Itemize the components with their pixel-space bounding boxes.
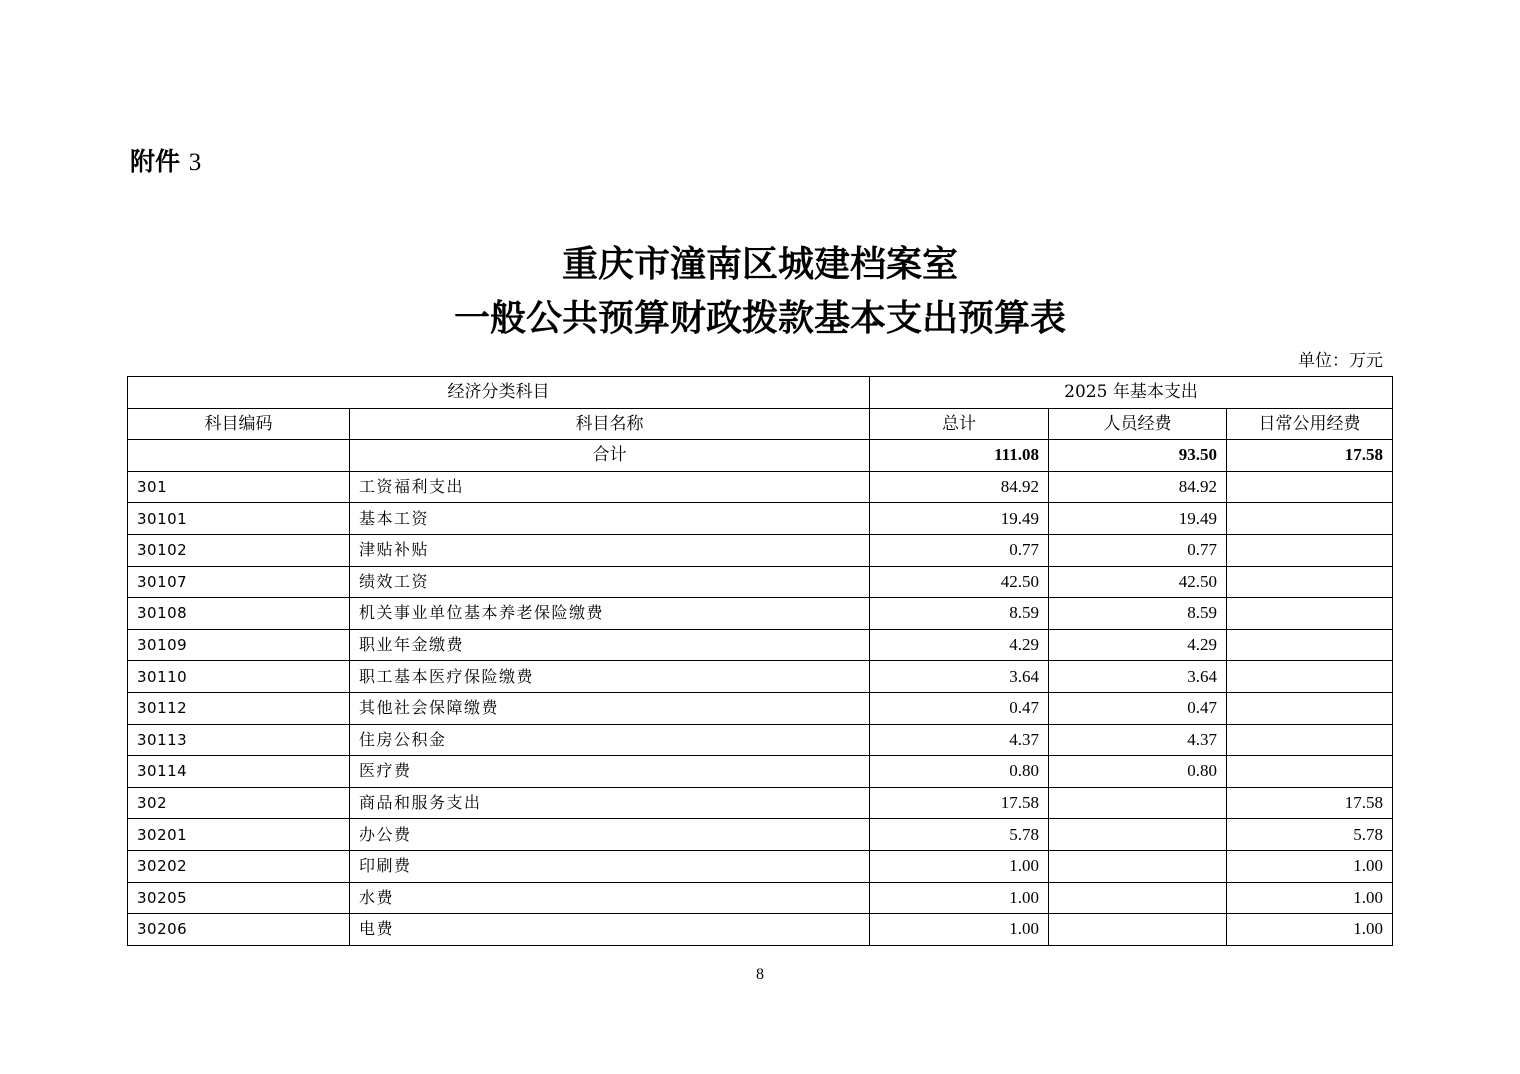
- row-name: 水费: [350, 882, 870, 914]
- table-row: [128, 629, 1393, 661]
- table-row: [128, 471, 1393, 503]
- row-personnel: 42.50: [1049, 566, 1227, 598]
- attachment-text: 附件: [130, 147, 181, 176]
- row-code: 30201: [128, 819, 350, 851]
- col-header-total: 总计: [870, 408, 1049, 440]
- table-row: [128, 819, 1393, 851]
- row-public: [1227, 566, 1393, 598]
- row-total: 1.00: [870, 882, 1049, 914]
- row-personnel: [1049, 914, 1227, 946]
- row-total: 0.80: [870, 756, 1049, 788]
- row-code: 302: [128, 787, 350, 819]
- row-code: 30112: [128, 692, 350, 724]
- row-name: 办公费: [350, 819, 870, 851]
- row-code: 30109: [128, 629, 350, 661]
- row-code: 301: [128, 471, 350, 503]
- row-personnel: 84.92: [1049, 471, 1227, 503]
- row-public: [1227, 756, 1393, 788]
- row-public: 1.00: [1227, 914, 1393, 946]
- table-row: [128, 882, 1393, 914]
- row-name: 基本工资: [350, 503, 870, 535]
- row-personnel: 0.77: [1049, 534, 1227, 566]
- row-code: 30108: [128, 598, 350, 630]
- row-personnel: [1049, 850, 1227, 882]
- total-row-total: 111.08: [870, 440, 1049, 472]
- col-header-public: 日常公用经费: [1227, 408, 1393, 440]
- row-personnel: 3.64: [1049, 661, 1227, 693]
- page-title-line1: 重庆市潼南区城建档案室: [561, 243, 958, 285]
- row-total: 0.77: [870, 534, 1049, 566]
- table-row: [128, 598, 1393, 630]
- table-row: [128, 787, 1393, 819]
- table-total-row: [128, 440, 1393, 472]
- group-header-basic-expenditure: 2025 年基本支出: [870, 377, 1393, 409]
- row-code: 30205: [128, 882, 350, 914]
- row-code: 30113: [128, 724, 350, 756]
- table-row: [128, 534, 1393, 566]
- row-total: 1.00: [870, 850, 1049, 882]
- row-public: 17.58: [1227, 787, 1393, 819]
- row-public: [1227, 471, 1393, 503]
- budget-table: [127, 376, 1393, 946]
- row-total: 3.64: [870, 661, 1049, 693]
- row-code: 30102: [128, 534, 350, 566]
- row-code: 30206: [128, 914, 350, 946]
- row-public: 5.78: [1227, 819, 1393, 851]
- row-personnel: 19.49: [1049, 503, 1227, 535]
- row-total: 8.59: [870, 598, 1049, 630]
- table-row: [128, 914, 1393, 946]
- row-name: 工资福利支出: [350, 471, 870, 503]
- row-code: 30101: [128, 503, 350, 535]
- col-header-personnel: 人员经费: [1049, 408, 1227, 440]
- row-total: 17.58: [870, 787, 1049, 819]
- row-total: 84.92: [870, 471, 1049, 503]
- row-public: [1227, 724, 1393, 756]
- row-public: [1227, 598, 1393, 630]
- row-name: 其他社会保障缴费: [350, 692, 870, 724]
- table-row: [128, 566, 1393, 598]
- total-row-label: 合计: [350, 440, 870, 472]
- row-total: 42.50: [870, 566, 1049, 598]
- row-name: 职工基本医疗保险缴费: [350, 661, 870, 693]
- row-code: 30114: [128, 756, 350, 788]
- col-header-code: 科目编码: [128, 408, 350, 440]
- row-name: 职业年金缴费: [350, 629, 870, 661]
- unit-label: 单位：万元: [1298, 351, 1383, 371]
- attachment-number: 3: [188, 149, 202, 176]
- row-total: 0.47: [870, 692, 1049, 724]
- total-row-personnel: 93.50: [1049, 440, 1227, 472]
- row-public: 1.00: [1227, 850, 1393, 882]
- row-personnel: 4.29: [1049, 629, 1227, 661]
- row-public: [1227, 692, 1393, 724]
- attachment-label: [130, 144, 201, 181]
- table-column-header-row: [128, 408, 1393, 440]
- row-total: 4.29: [870, 629, 1049, 661]
- row-name: 津贴补贴: [350, 534, 870, 566]
- table-row: [128, 724, 1393, 756]
- table-row: [128, 503, 1393, 535]
- table-row: [128, 692, 1393, 724]
- row-total: 5.78: [870, 819, 1049, 851]
- row-public: [1227, 629, 1393, 661]
- row-personnel: 0.47: [1049, 692, 1227, 724]
- group-header-economic: 经济分类科目: [128, 377, 870, 409]
- page-number: 8: [756, 966, 764, 983]
- row-code: 30107: [128, 566, 350, 598]
- row-name: 医疗费: [350, 756, 870, 788]
- row-total: 19.49: [870, 503, 1049, 535]
- row-personnel: 0.80: [1049, 756, 1227, 788]
- row-name: 印刷费: [350, 850, 870, 882]
- table-row: [128, 756, 1393, 788]
- page-title-line2: 一般公共预算财政拨款基本支出预算表: [453, 297, 1066, 339]
- row-name: 绩效工资: [350, 566, 870, 598]
- row-name: 机关事业单位基本养老保险缴费: [350, 598, 870, 630]
- table-row: [128, 661, 1393, 693]
- row-personnel: 8.59: [1049, 598, 1227, 630]
- table-group-header-row: [128, 377, 1393, 409]
- total-row-code: [128, 440, 350, 472]
- row-public: 1.00: [1227, 882, 1393, 914]
- row-name: 电费: [350, 914, 870, 946]
- row-personnel: 4.37: [1049, 724, 1227, 756]
- row-name: 住房公积金: [350, 724, 870, 756]
- row-total: 1.00: [870, 914, 1049, 946]
- row-public: [1227, 503, 1393, 535]
- row-total: 4.37: [870, 724, 1049, 756]
- row-personnel: [1049, 882, 1227, 914]
- row-public: [1227, 534, 1393, 566]
- row-personnel: [1049, 787, 1227, 819]
- row-code: 30110: [128, 661, 350, 693]
- row-personnel: [1049, 819, 1227, 851]
- row-public: [1227, 661, 1393, 693]
- row-code: 30202: [128, 850, 350, 882]
- table-row: [128, 850, 1393, 882]
- row-name: 商品和服务支出: [350, 787, 870, 819]
- total-row-public: 17.58: [1227, 440, 1393, 472]
- col-header-name: 科目名称: [350, 408, 870, 440]
